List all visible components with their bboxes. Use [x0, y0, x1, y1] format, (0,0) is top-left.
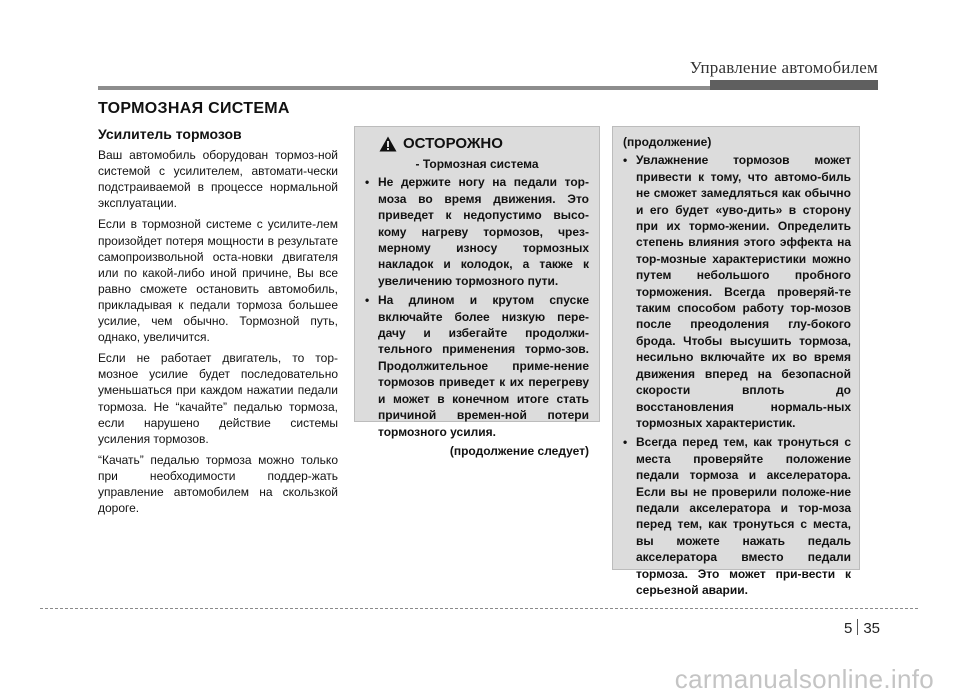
warning-triangle-icon [379, 136, 397, 152]
watermark: carmanualsonline.info [674, 664, 934, 694]
section-title: ТОРМОЗНАЯ СИСТЕМА [98, 100, 290, 117]
warning-header [379, 134, 589, 154]
header-rule-cap [710, 80, 878, 90]
warning-subtitle: - Тормозная система [415, 157, 539, 171]
chapter-number: 5 [843, 620, 853, 637]
page-separator [857, 619, 858, 635]
continued-box [612, 126, 860, 597]
page-number [844, 619, 880, 637]
warning-box [354, 126, 600, 458]
paragraph: “Качать” педалью тормоза можно только при необходимости поддер-жать управление автомобилем на скользкой дороге. [98, 452, 338, 516]
footer-rule [40, 608, 918, 609]
list-item: • Всегда перед тем, как тронуться с места проверяйте положение педали тормоза и акселератора. Если вы не проверили положе-ние педали акселератора и тор-моза перед тем, как тронуться с места, вы можете нажать педаль акселератора вместо педали тормоза. Это может при-вести к серьезной аварии. [623, 434, 851, 598]
paragraph: Если в тормозной системе с усилите-лем произойдет потеря мощности в результате самопроизвольной оста-новки двигателя или по какой-либо иной причине, Вы все равно сможете остановить автомобиль, прикладывая к педали тормоза большее усилие, чем обычно. Тормозной путь, однако, увеличится. [98, 217, 338, 345]
header-title: Управление автомобилем [689, 58, 878, 77]
continued-label: (продолжение следует) [449, 443, 589, 458]
warning-list [365, 174, 589, 440]
left-column [98, 126, 338, 521]
continued-head: (продолжение) [623, 135, 712, 149]
list-item: • Увлажнение тормозов может привести к тому, что автомо-биль не сможет замедляться как обычно и его будет «уво-дить» в сторону при их тормо-жении. Определить степень влияния этого эффекта на тор-мозные характеристики можно путем небольшого пробного торможения. Всегда проверяй-те таким способом работу тор-мозов после преодоления глу-бокого брода. Чтобы высушить тормоза, несильно включайте их во время движения вперед на безопасной скорости вплоть до восстановления нормаль-ных тормозных характеристик. [623, 152, 851, 431]
list-item: • На длином и крутом спуске включайте более низкую пере-дачу и избегайте продолжи-тельного применения тормо-зов. Продолжительное приме-нение тормозов приведет к их перегреву и может в конечном итоге стать причиной времен-ной потери тормозного усилия. [365, 292, 589, 440]
list-item: • Не держите ногу на педали тор-моза во время движения. Это приведет к недопустимо высо-кому нагреву тормозов, чрез-мерному износу тормозных накладок и колодок, а также к увеличению тормозного пути. [365, 174, 589, 289]
warning-title: ОСТОРОЖНО [403, 134, 503, 152]
continued-list [623, 152, 851, 598]
paragraph: Если не работает двигатель, то тор-мозное усилие будет последовательно уменьшаться при каждом нажатии педали тормоза. Не “качайте” педалью тормоза, если нарушено действие системы усиления тормозов. [98, 351, 338, 446]
page-value: 35 [863, 620, 880, 637]
subsection-heading: Усилитель тормозов [98, 126, 242, 142]
paragraph: Ваш автомобиль оборудован тормоз-ной системой с усилителем, автомати-чески подстраиваемой в процессе нормальной эксплуатации. [98, 148, 338, 211]
